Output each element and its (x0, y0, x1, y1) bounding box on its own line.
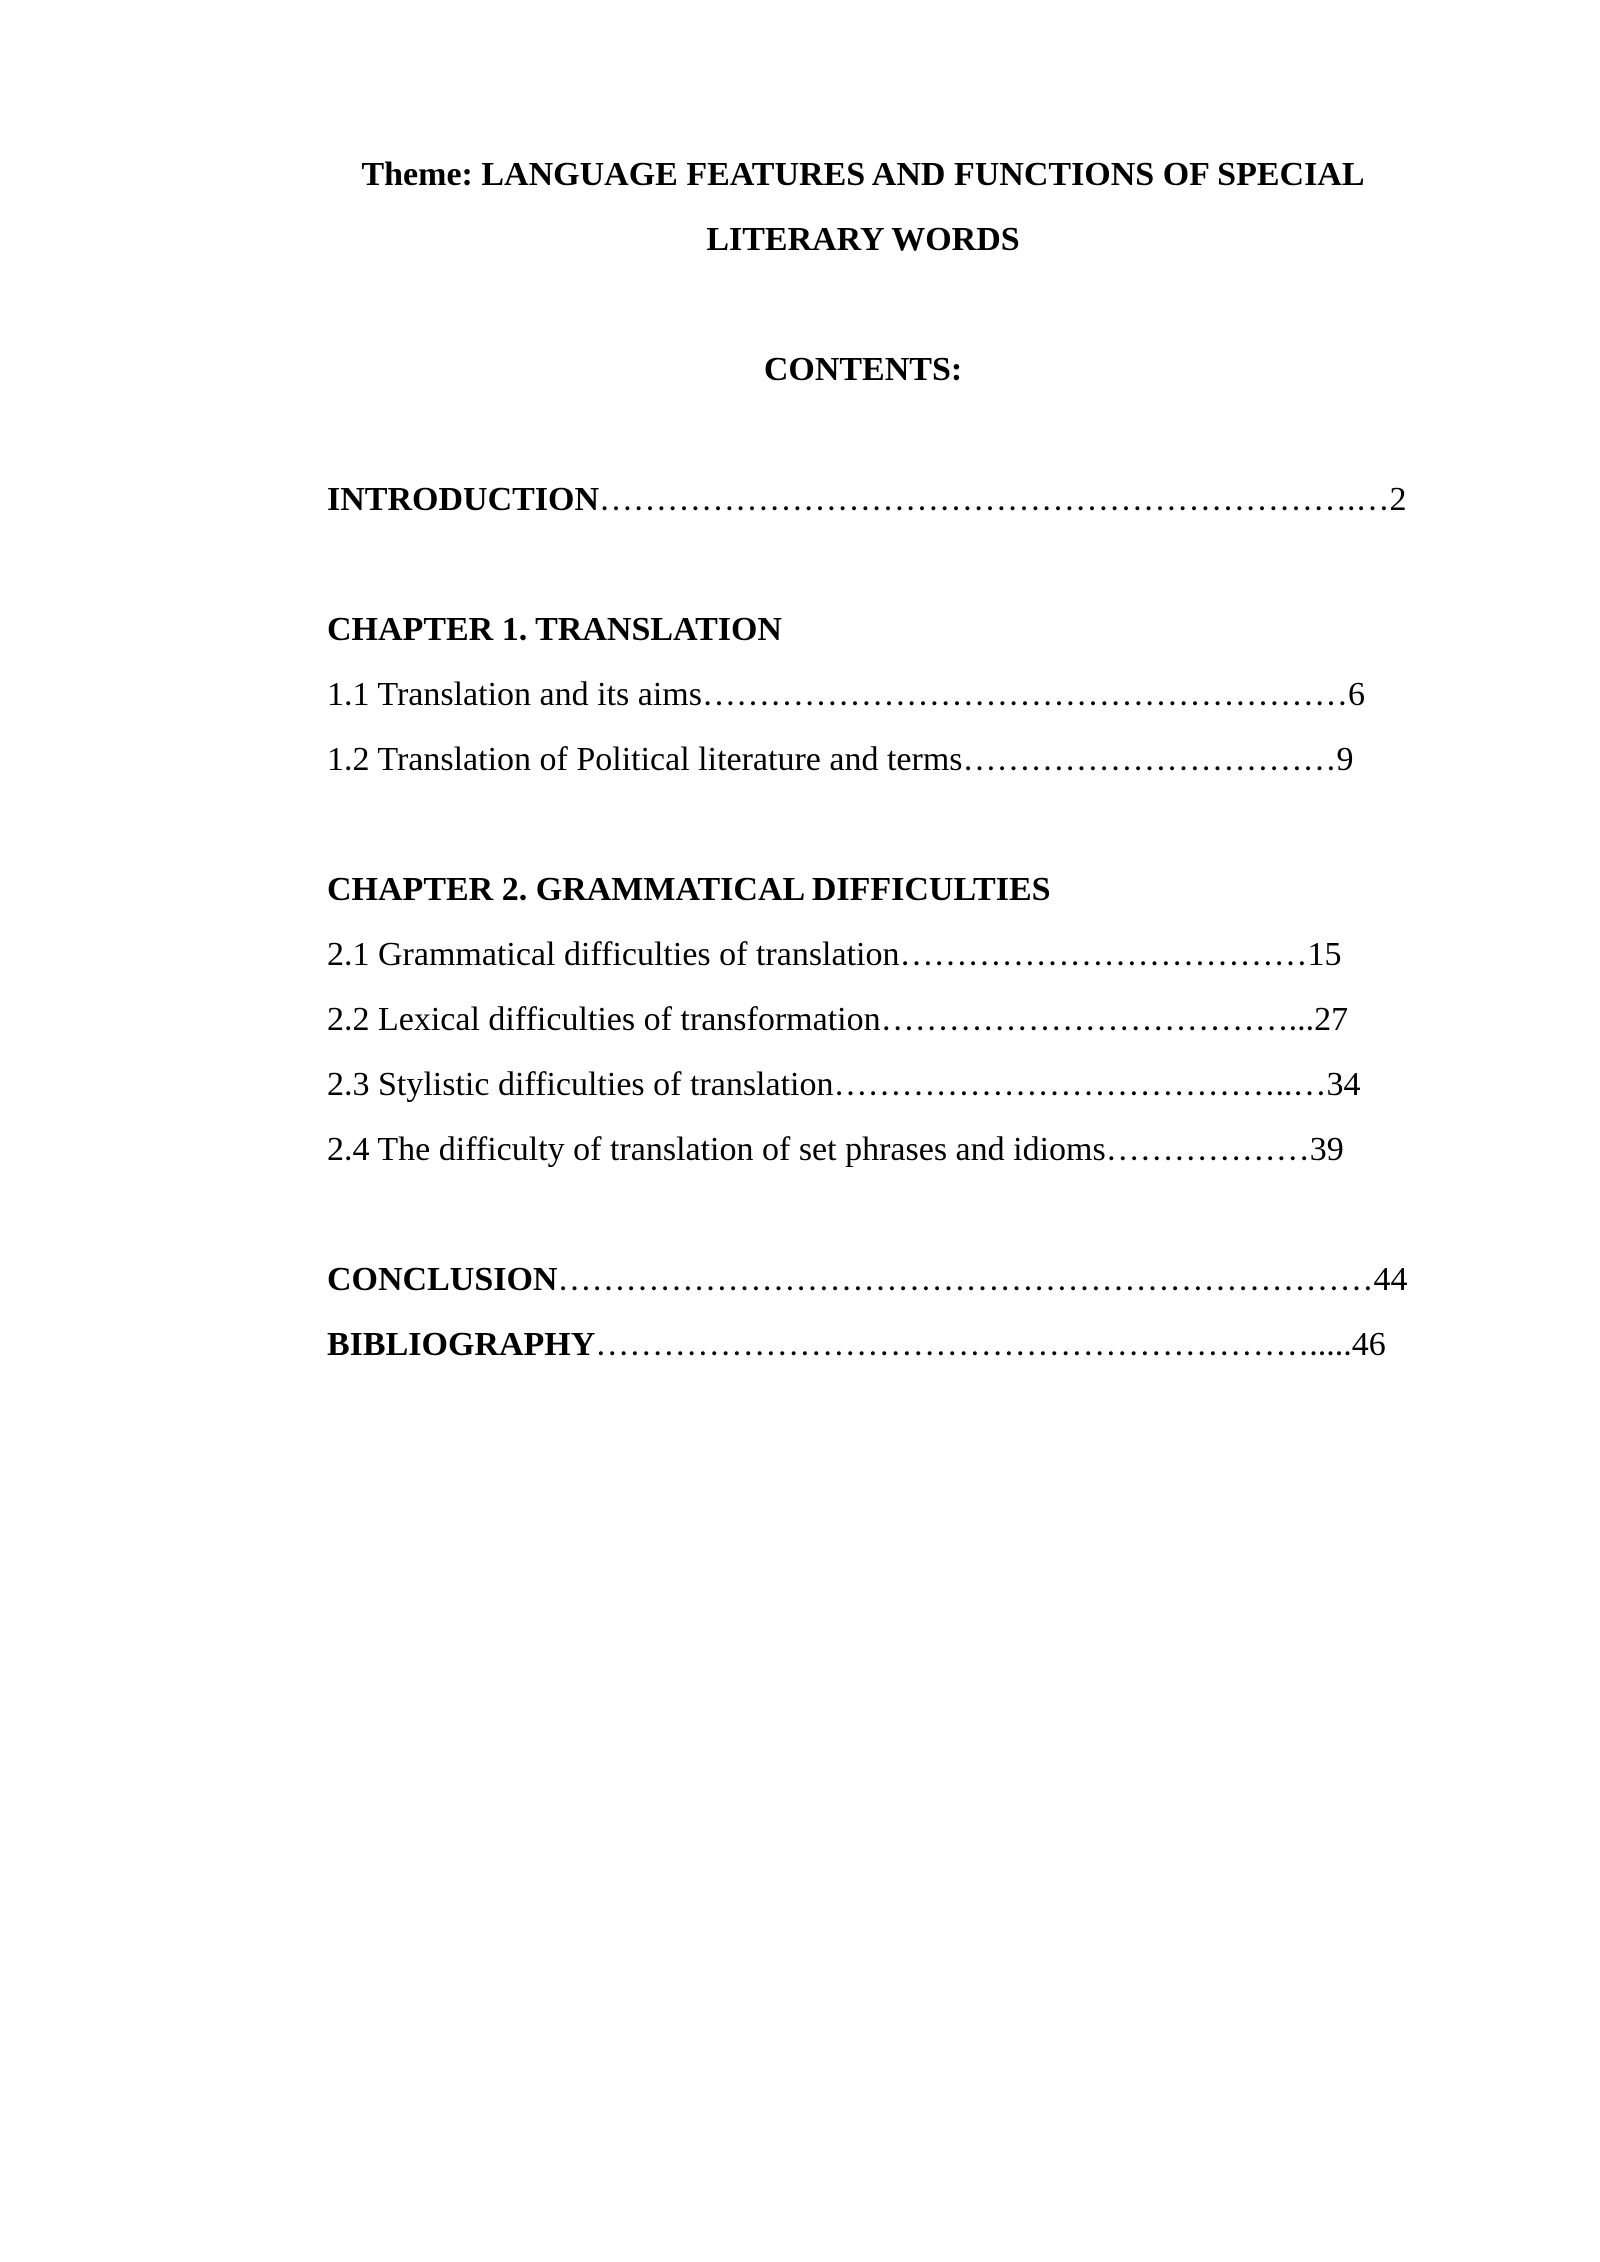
toc-entry-1-1: 1.1 Translation and its aims…………………………………………………6 (327, 676, 1365, 713)
toc-conclusion-label: CONCLUSION (327, 1261, 558, 1298)
toc-entry-2-1: 2.1 Grammatical difficulties of translation………………………………15 (327, 936, 1342, 973)
toc-bibliography-label: BIBLIOGRAPHY (327, 1326, 596, 1363)
toc-entry-2-2: 2.2 Lexical difficulties of transformation………………………………...27 (327, 1001, 1349, 1038)
toc-entry-1-2: 1.2 Translation of Political literature and terms……………………………9 (327, 741, 1354, 778)
toc-introduction-leader: ………………………………………………………….…2 (599, 481, 1407, 518)
chapter-2-heading: CHAPTER 2. GRAMMATICAL DIFFICULTIES (327, 871, 1051, 908)
toc-entry-2-4: 2.4 The difficulty of translation of set phrases and idioms………………39 (327, 1131, 1344, 1168)
toc-entry-introduction (327, 480, 1407, 520)
toc-entry-conclusion (327, 1260, 1407, 1300)
theme-title-line-2: LITERARY WORDS (706, 221, 1020, 258)
toc-entry-2-3: 2.3 Stylistic difficulties of translation…………………………………..…34 (327, 1066, 1361, 1103)
toc-bibliography-leader: ……………………………………………………….....46 (595, 1326, 1386, 1363)
contents-heading: CONTENTS: (763, 351, 963, 388)
theme-title-line-1: Theme: LANGUAGE FEATURES AND FUNCTIONS OF SPECIAL (361, 156, 1365, 193)
chapter-1-heading: CHAPTER 1. TRANSLATION (327, 611, 782, 648)
toc-conclusion-leader: ………………………………………………………………44 (557, 1261, 1408, 1298)
toc-introduction-label: INTRODUCTION (327, 481, 600, 518)
toc-entry-bibliography (327, 1325, 1386, 1365)
